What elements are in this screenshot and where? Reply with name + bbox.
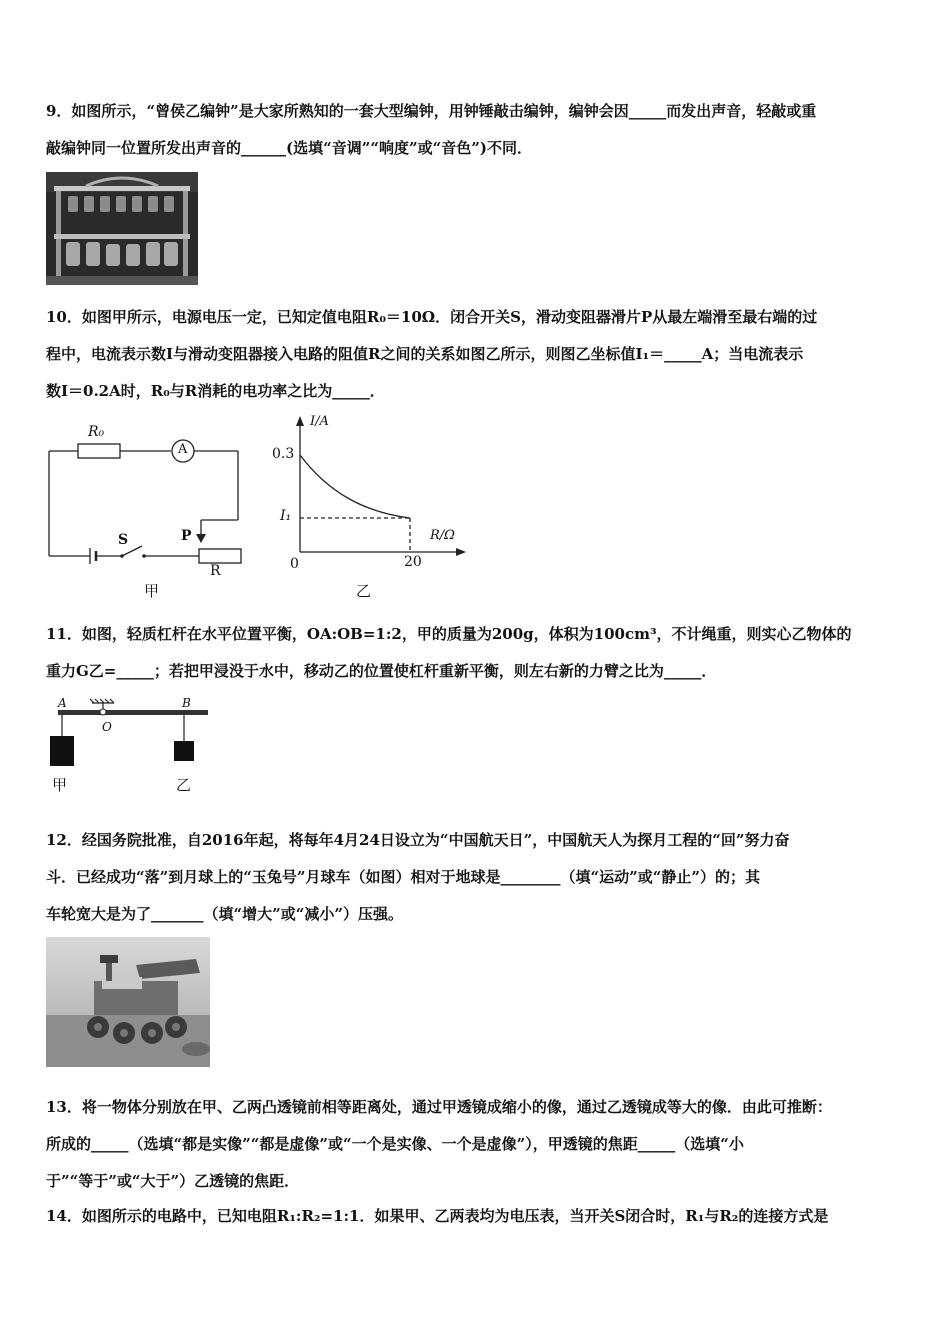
question-line: 11．如图，轻质杠杆在水平位置平衡，OA:OB=1:2，甲的质量为200g，体积为100cm³，不计绳重，则实心乙物体的 <box>46 625 852 643</box>
bianzhong-photo <box>46 172 198 285</box>
x-tick-20: 20 <box>404 554 422 570</box>
question-line: 重力G乙=_____；若把甲浸没于水中，移动乙的位置使杠杆重新平衡，则左右新的力臂之比为_____． <box>46 662 717 680</box>
circuit-diagram <box>44 420 254 600</box>
question-line: 9．如图所示，“曾侯乙编钟”是大家所熟知的一套大型编钟，用钟锤敲击编钟，编钟会因_____而发出声音，轻敲或重 <box>46 102 817 120</box>
question-12 <box>46 822 906 933</box>
question-line: 14．如图所示的电路中，已知电阻R₁:R₂=1:1．如果甲、乙两表均为电压表，当开关S闭合时，R₁与R₂的连接方式是 <box>46 1207 829 1225</box>
question-line: 车轮宽大是为了_______（填“增大”或“减小”）压强。 <box>46 905 404 923</box>
x-axis-label: R/Ω <box>430 528 455 543</box>
question-10 <box>46 299 906 410</box>
question-line: 于”“等于”或“大于”）乙透镜的焦距． <box>46 1172 300 1190</box>
figure-label-jia: 甲 <box>144 582 160 600</box>
question-line: 数I＝0.2A时，R₀与R消耗的电功率之比为_____． <box>46 382 385 400</box>
object-yi-label: 乙 <box>176 776 192 794</box>
switch-label: S <box>118 532 129 548</box>
question-line: 斗．已经成功“落”到月球上的“玉兔号”月球车（如图）相对于地球是________（填“运动”或“静止”）的；其 <box>46 868 761 886</box>
question-line: 12．经国务院批准，自2016年起，将每年4月24日设立为“中国航天日”，中国航天人为探月工程的“回”努力奋 <box>46 831 790 849</box>
question-14 <box>46 1198 906 1235</box>
y-axis-label: I/A <box>310 414 329 429</box>
rheostat-label: R <box>210 563 221 579</box>
point-b-label: B <box>182 696 191 710</box>
origin-label: 0 <box>290 556 299 572</box>
question-line: 程中，电流表示数I与滑动变阻器接入电路的阻值R之间的关系如图乙所示，则图乙坐标值I₁＝_____A；当电流表示 <box>46 345 804 363</box>
question-line: 10．如图甲所示，电源电压一定，已知定值电阻R₀＝10Ω．闭合开关S，滑动变阻器滑片P从最左端滑至最右端的过 <box>46 308 818 326</box>
point-a-label: A <box>58 696 67 710</box>
current-resistance-graph <box>268 412 468 602</box>
ammeter-label: A <box>178 442 188 457</box>
y-tick-i1: I₁ <box>280 508 292 524</box>
object-jia-label: 甲 <box>52 776 68 794</box>
question-line: 敲编钟同一位置所发出声音的______(选填“音调”“响度”或“音色”)不同． <box>46 139 532 157</box>
question-line: 13．将一物体分别放在甲、乙两凸透镜前相等距离处，通过甲透镜成缩小的像，通过乙透镜成等大的像．由此可推断： <box>46 1098 832 1116</box>
lunar-rover-photo <box>46 937 210 1067</box>
question-11 <box>46 616 906 690</box>
question-line: 所成的_____（选填“都是实像”“都是虚像”或“一个是实像、一个是虚像”），甲透镜的焦距_____（选填“小 <box>46 1135 744 1153</box>
slider-label: P <box>181 528 192 544</box>
point-o-label: O <box>102 720 112 734</box>
figure-label-yi: 乙 <box>356 582 372 600</box>
question-13 <box>46 1089 906 1200</box>
lever-diagram <box>44 698 214 798</box>
y-tick-top: 0.3 <box>272 446 295 462</box>
question-9 <box>46 93 906 167</box>
r0-label: R₀ <box>88 424 105 440</box>
